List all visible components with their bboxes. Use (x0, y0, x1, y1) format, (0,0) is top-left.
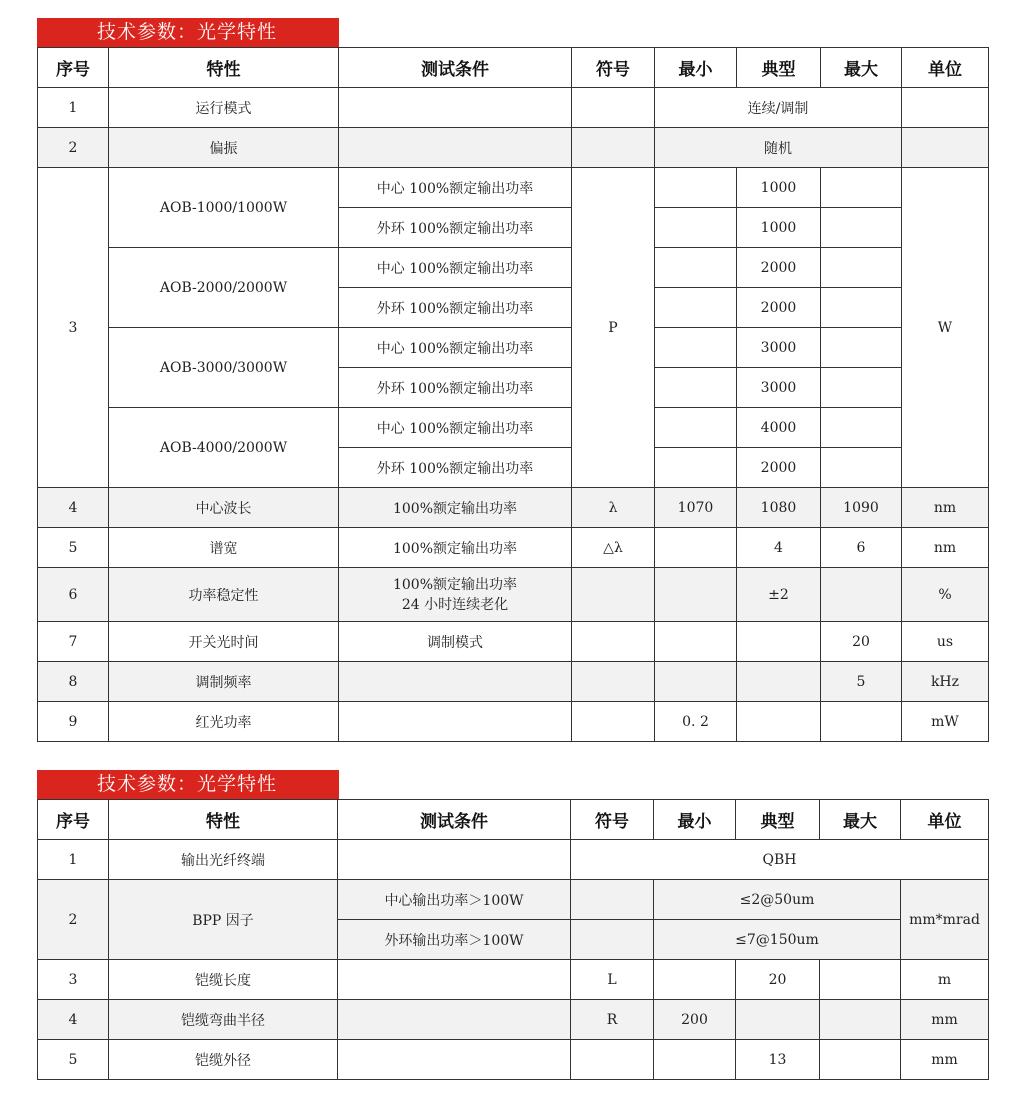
cell-max (821, 248, 902, 288)
table-row (38, 528, 989, 568)
cell-property: 输出光纤终端 (109, 840, 338, 880)
header-unit: 单位 (902, 48, 989, 88)
table-row (38, 128, 989, 168)
table-row (38, 88, 989, 128)
cell-condition (338, 1040, 571, 1080)
cell-symbol: L (571, 960, 654, 1000)
cell-symbol (571, 1040, 654, 1080)
header-min: 最小 (654, 800, 736, 840)
cell-condition: 100%额定输出功率 24 小时连续老化 (339, 568, 572, 622)
cell-condition: 外环 100%额定输出功率 (339, 448, 572, 488)
cell-symbol (572, 702, 655, 742)
cell-no: 1 (38, 840, 109, 880)
optical-specs-section-1 (37, 18, 988, 742)
table-row (38, 1040, 989, 1080)
cell-no: 9 (38, 702, 109, 742)
cell-unit: us (902, 622, 989, 662)
cell-no: 7 (38, 622, 109, 662)
header-no: 序号 (38, 800, 109, 840)
cell-property: 偏振 (109, 128, 339, 168)
cell-model: AOB-2000/2000W (109, 248, 339, 328)
table-row (38, 622, 989, 662)
cell-typ: 1000 (737, 208, 821, 248)
cell-max: 20 (821, 622, 902, 662)
cell-condition (339, 662, 572, 702)
cell-symbol: R (571, 1000, 654, 1040)
cell-symbol: △λ (572, 528, 655, 568)
table-row (38, 488, 989, 528)
cell-model: AOB-1000/1000W (109, 168, 339, 248)
cell-max: 5 (821, 662, 902, 702)
cell-property: 铠缆外径 (109, 1040, 338, 1080)
cell-symbol (572, 128, 655, 168)
cell-no: 8 (38, 662, 109, 702)
table-row (38, 408, 989, 448)
header-property: 特性 (109, 800, 338, 840)
cell-typ (737, 662, 821, 702)
table-row (38, 328, 989, 368)
cell-no: 1 (38, 88, 109, 128)
cell-max (821, 168, 902, 208)
cell-unit (902, 88, 989, 128)
cell-condition: 外环 100%额定输出功率 (339, 288, 572, 328)
cell-symbol (572, 622, 655, 662)
cell-merged-value: 连续/调制 (655, 88, 902, 128)
cell-min (655, 568, 737, 622)
cell-max (821, 408, 902, 448)
cell-typ: 1000 (737, 168, 821, 208)
cell-min (655, 448, 737, 488)
section-banner: 技术参数：光学特性 (37, 770, 339, 799)
header-min: 最小 (655, 48, 737, 88)
cell-min (655, 328, 737, 368)
cell-condition (338, 960, 571, 1000)
cell-max (821, 448, 902, 488)
cell-symbol: P (572, 168, 655, 488)
cell-property: 铠缆长度 (109, 960, 338, 1000)
cell-max (821, 702, 902, 742)
cell-property: 红光功率 (109, 702, 339, 742)
header-row (38, 800, 989, 840)
header-property: 特性 (109, 48, 339, 88)
cell-min (655, 368, 737, 408)
cell-typ (737, 702, 821, 742)
cell-typ: 4 (737, 528, 821, 568)
cell-min (655, 528, 737, 568)
cell-min (655, 248, 737, 288)
cell-property: 调制频率 (109, 662, 339, 702)
cell-symbol (571, 920, 654, 960)
table-row (38, 168, 989, 208)
cell-min (655, 168, 737, 208)
cell-max (820, 1040, 901, 1080)
cell-unit: nm (902, 488, 989, 528)
cell-condition: 中心 100%额定输出功率 (339, 248, 572, 288)
cell-condition: 100%额定输出功率 (339, 528, 572, 568)
table-row (38, 568, 989, 622)
cell-typ: 13 (736, 1040, 820, 1080)
cell-property: 中心波长 (109, 488, 339, 528)
cell-unit: mm (901, 1000, 989, 1040)
cell-typ: 20 (736, 960, 820, 1000)
cell-no: 2 (38, 128, 109, 168)
cell-condition: 中心输出功率＞100W (338, 880, 571, 920)
header-row (38, 48, 989, 88)
cell-condition: 外环输出功率＞100W (338, 920, 571, 960)
cell-model: AOB-4000/2000W (109, 408, 339, 488)
cell-typ: 1080 (737, 488, 821, 528)
header-typ: 典型 (736, 800, 820, 840)
cell-min (655, 662, 737, 702)
cell-symbol (572, 662, 655, 702)
cell-unit: mm*mrad (901, 880, 989, 960)
table-row (38, 702, 989, 742)
cell-min (654, 960, 736, 1000)
header-max: 最大 (820, 800, 901, 840)
cell-min: 0. 2 (655, 702, 737, 742)
cell-min (654, 1040, 736, 1080)
cell-typ: ±2 (737, 568, 821, 622)
cell-model: AOB-3000/3000W (109, 328, 339, 408)
table-row (38, 1000, 989, 1040)
section-banner: 技术参数：光学特性 (37, 18, 339, 47)
table-row (38, 248, 989, 288)
cell-condition (338, 840, 571, 880)
cell-property: BPP 因子 (109, 880, 338, 960)
table-row (38, 960, 989, 1000)
cell-condition: 中心 100%额定输出功率 (339, 328, 572, 368)
cell-condition: 中心 100%额定输出功率 (339, 408, 572, 448)
cell-min: 1070 (655, 488, 737, 528)
header-typ: 典型 (737, 48, 821, 88)
cell-condition: 中心 100%额定输出功率 (339, 168, 572, 208)
cell-unit: % (902, 568, 989, 622)
cell-min (655, 208, 737, 248)
cell-merged-value: QBH (571, 840, 989, 880)
cell-unit: W (902, 168, 989, 488)
cell-merged-value: ≤7@150um (654, 920, 901, 960)
cell-no: 5 (38, 528, 109, 568)
cell-property: 铠缆弯曲半径 (109, 1000, 338, 1040)
header-no: 序号 (38, 48, 109, 88)
cell-property: 开关光时间 (109, 622, 339, 662)
cell-condition (338, 1000, 571, 1040)
cell-min: 200 (654, 1000, 736, 1040)
cell-typ: 2000 (737, 288, 821, 328)
cell-typ (737, 622, 821, 662)
header-condition: 测试条件 (339, 48, 572, 88)
header-symbol: 符号 (572, 48, 655, 88)
table-row (38, 662, 989, 702)
cell-condition: 100%额定输出功率 (339, 488, 572, 528)
cell-max (821, 368, 902, 408)
cell-symbol (572, 88, 655, 128)
cell-merged-value: ≤2@50um (654, 880, 901, 920)
cell-symbol (571, 880, 654, 920)
cell-unit (902, 128, 989, 168)
cell-no: 6 (38, 568, 109, 622)
cell-no: 2 (38, 880, 109, 960)
optical-specs-table-2 (37, 799, 989, 1080)
cell-max (821, 208, 902, 248)
cell-unit: mm (901, 1040, 989, 1080)
optical-specs-table-1 (37, 47, 989, 742)
table-row (38, 840, 989, 880)
cell-max: 6 (821, 528, 902, 568)
cell-no: 5 (38, 1040, 109, 1080)
cell-no: 4 (38, 1000, 109, 1040)
header-symbol: 符号 (571, 800, 654, 840)
cell-max (820, 1000, 901, 1040)
cell-property: 功率稳定性 (109, 568, 339, 622)
cell-min (655, 288, 737, 328)
cell-typ: 3000 (737, 328, 821, 368)
header-condition: 测试条件 (338, 800, 571, 840)
cell-max: 1090 (821, 488, 902, 528)
cell-min (655, 408, 737, 448)
cell-condition (339, 702, 572, 742)
cell-property: 运行模式 (109, 88, 339, 128)
cell-max (821, 288, 902, 328)
cell-condition: 调制模式 (339, 622, 572, 662)
cell-condition: 外环 100%额定输出功率 (339, 208, 572, 248)
cell-symbol (572, 568, 655, 622)
cell-symbol: λ (572, 488, 655, 528)
cell-condition (339, 88, 572, 128)
cell-no: 3 (38, 960, 109, 1000)
cell-typ: 4000 (737, 408, 821, 448)
cell-unit: kHz (902, 662, 989, 702)
cell-condition: 外环 100%额定输出功率 (339, 368, 572, 408)
cell-unit: mW (902, 702, 989, 742)
cell-unit: m (901, 960, 989, 1000)
cell-typ: 2000 (737, 248, 821, 288)
cell-typ: 3000 (737, 368, 821, 408)
cell-condition (339, 128, 572, 168)
cell-no: 4 (38, 488, 109, 528)
cell-merged-value: 随机 (655, 128, 902, 168)
cell-typ (736, 1000, 820, 1040)
table-row (38, 880, 989, 920)
cell-unit: nm (902, 528, 989, 568)
header-unit: 单位 (901, 800, 989, 840)
cell-max (820, 960, 901, 1000)
cell-property: 谱宽 (109, 528, 339, 568)
cell-typ: 2000 (737, 448, 821, 488)
cell-max (821, 328, 902, 368)
cell-max (821, 568, 902, 622)
cell-min (655, 622, 737, 662)
cell-no: 3 (38, 168, 109, 488)
optical-specs-section-2 (37, 770, 988, 1080)
header-max: 最大 (821, 48, 902, 88)
